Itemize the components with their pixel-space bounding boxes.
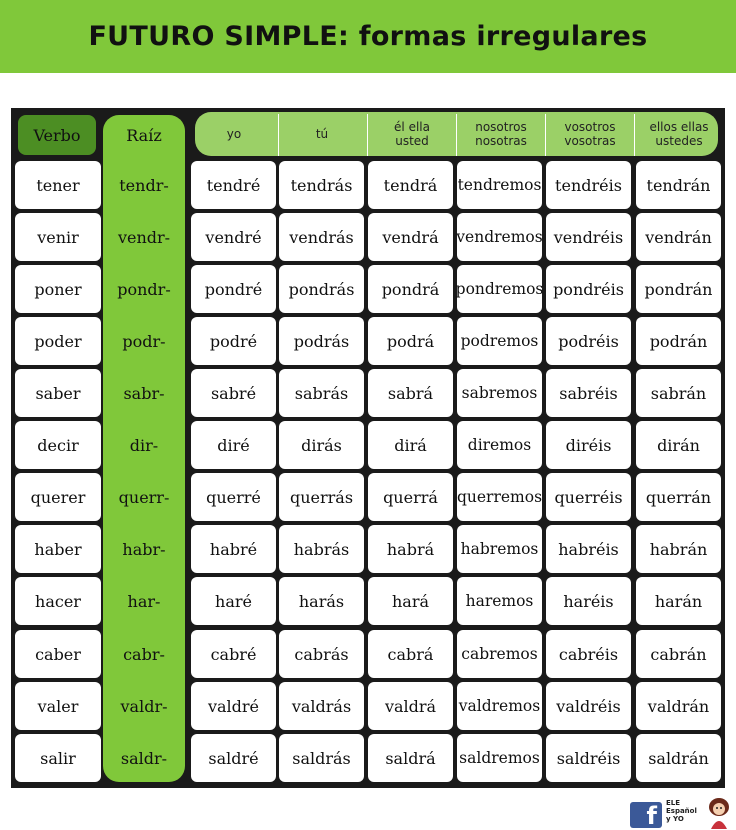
- raiz-cell: cabr-: [123, 644, 165, 664]
- conjugation-cell: saldremos: [457, 734, 542, 782]
- conjugation-cell: valdré: [191, 682, 276, 730]
- raiz-cell: saldr-: [120, 748, 168, 768]
- verbo-cell: haber: [15, 525, 101, 573]
- conjugation-cell: valdréis: [546, 682, 631, 730]
- conjugation-cell: cabremos: [457, 630, 542, 678]
- verbo-cell: venir: [15, 213, 101, 261]
- conjugation-cell: vendrás: [279, 213, 364, 261]
- conjugation-cell: habrán: [636, 525, 721, 573]
- conjugation-cell: haréis: [546, 577, 631, 625]
- pronoun-header: nosotros nosotras: [475, 120, 527, 148]
- verbo-cell: salir: [15, 734, 101, 782]
- header-divider: [278, 114, 279, 156]
- conjugation-cell: saldrán: [636, 734, 721, 782]
- conjugation-cell: sabrá: [368, 369, 453, 417]
- conjugation-cell: cabrás: [279, 630, 364, 678]
- conjugation-cell: habréis: [546, 525, 631, 573]
- conjugation-cell: vendrá: [368, 213, 453, 261]
- conjugation-cell: podrás: [279, 317, 364, 365]
- raiz-cell: dir-: [129, 435, 159, 455]
- pronoun-header: ellos ellas ustedes: [649, 120, 709, 148]
- conjugation-cell: haremos: [457, 577, 542, 625]
- pronoun-header: él ella usted: [394, 120, 430, 148]
- conjugation-cell: saldrá: [368, 734, 453, 782]
- raiz-cell: habr-: [122, 539, 166, 559]
- conjugation-cell: dirás: [279, 421, 364, 469]
- conjugation-cell: vendremos: [457, 213, 542, 261]
- raiz-cell: tendr-: [119, 175, 169, 195]
- conjugation-cell: valdrán: [636, 682, 721, 730]
- conjugation-cell: pondremos: [457, 265, 542, 313]
- logo-line: y YO: [666, 815, 684, 823]
- conjugation-cell: tendrán: [636, 161, 721, 209]
- raiz-cell: pondr-: [117, 279, 171, 299]
- conjugation-cell: vendré: [191, 213, 276, 261]
- conjugation-cell: saldréis: [546, 734, 631, 782]
- conjugation-cell: diré: [191, 421, 276, 469]
- conjugation-cell: pondrán: [636, 265, 721, 313]
- title-banner: [0, 0, 736, 73]
- ele-espanol-logo-text: [666, 799, 710, 823]
- girl-mascot-icon: [705, 797, 733, 829]
- conjugation-cell: querrá: [368, 473, 453, 521]
- facebook-icon[interactable]: f: [630, 802, 662, 828]
- raiz-cell: querr-: [118, 487, 170, 507]
- header-divider: [456, 114, 457, 156]
- conjugation-cell: habrás: [279, 525, 364, 573]
- conjugation-cell: podréis: [546, 317, 631, 365]
- verbo-cell: saber: [15, 369, 101, 417]
- header-divider: [545, 114, 546, 156]
- conjugation-cell: valdrá: [368, 682, 453, 730]
- conjugation-cell: haré: [191, 577, 276, 625]
- conjugation-cell: querré: [191, 473, 276, 521]
- conjugation-cell: diremos: [457, 421, 542, 469]
- conjugation-cell: saldrás: [279, 734, 364, 782]
- conjugation-cell: pondréis: [546, 265, 631, 313]
- conjugation-cell: querremos: [457, 473, 542, 521]
- conjugation-cell: vendréis: [546, 213, 631, 261]
- logo-line: Español: [666, 807, 697, 815]
- pronoun-header: vosotros vosotras: [564, 120, 616, 148]
- raiz-header: Raíz: [126, 125, 162, 145]
- conjugation-cell: dirá: [368, 421, 453, 469]
- verbo-cell: querer: [15, 473, 101, 521]
- conjugation-cell: habremos: [457, 525, 542, 573]
- conjugation-cell: tendréis: [546, 161, 631, 209]
- verbo-cell: decir: [15, 421, 101, 469]
- raiz-cell: podr-: [122, 331, 166, 351]
- conjugation-cell: cabrán: [636, 630, 721, 678]
- header-divider: [367, 114, 368, 156]
- conjugation-cell: harás: [279, 577, 364, 625]
- verbo-cell: tener: [15, 161, 101, 209]
- page-title: FUTURO SIMPLE: formas irregulares: [88, 21, 648, 52]
- raiz-cell: valdr-: [120, 696, 168, 716]
- conjugation-cell: tendrá: [368, 161, 453, 209]
- conjugation-cell: vendrán: [636, 213, 721, 261]
- conjugation-cell: tendré: [191, 161, 276, 209]
- conjugation-cell: tendrás: [279, 161, 364, 209]
- conjugation-cell: habré: [191, 525, 276, 573]
- conjugation-cell: diréis: [546, 421, 631, 469]
- conjugation-cell: podrá: [368, 317, 453, 365]
- verbo-cell: poder: [15, 317, 101, 365]
- conjugation-cell: sabremos: [457, 369, 542, 417]
- verbo-header: Verbo: [18, 115, 96, 155]
- conjugation-cell: sabré: [191, 369, 276, 417]
- verbo-cell: hacer: [15, 577, 101, 625]
- conjugation-cell: querrán: [636, 473, 721, 521]
- conjugation-cell: querrás: [279, 473, 364, 521]
- verbo-cell: poner: [15, 265, 101, 313]
- raiz-cell: har-: [127, 591, 161, 611]
- conjugation-cell: podré: [191, 317, 276, 365]
- conjugation-cell: hará: [368, 577, 453, 625]
- conjugation-cell: podrán: [636, 317, 721, 365]
- verbo-cell: valer: [15, 682, 101, 730]
- conjugation-cell: pondré: [191, 265, 276, 313]
- conjugation-cell: querréis: [546, 473, 631, 521]
- conjugation-cell: tendremos: [457, 161, 542, 209]
- logo-line: ELE: [666, 799, 681, 807]
- conjugation-cell: cabréis: [546, 630, 631, 678]
- header-divider: [634, 114, 635, 156]
- conjugation-cell: harán: [636, 577, 721, 625]
- conjugation-cell: habrá: [368, 525, 453, 573]
- pronoun-header: tú: [315, 127, 329, 141]
- conjugation-cell: podremos: [457, 317, 542, 365]
- raiz-cell: vendr-: [117, 227, 171, 247]
- conjugation-cell: pondrá: [368, 265, 453, 313]
- conjugation-cell: dirán: [636, 421, 721, 469]
- conjugation-cell: sabrás: [279, 369, 364, 417]
- conjugation-cell: sabréis: [546, 369, 631, 417]
- conjugation-cell: pondrás: [279, 265, 364, 313]
- conjugation-cell: cabré: [191, 630, 276, 678]
- conjugation-cell: sabrán: [636, 369, 721, 417]
- conjugation-cell: valdremos: [457, 682, 542, 730]
- conjugation-cell: valdrás: [279, 682, 364, 730]
- pronoun-header: yo: [226, 127, 242, 141]
- verbo-cell: caber: [15, 630, 101, 678]
- conjugation-cell: saldré: [191, 734, 276, 782]
- conjugation-cell: cabrá: [368, 630, 453, 678]
- raiz-cell: sabr-: [123, 383, 165, 403]
